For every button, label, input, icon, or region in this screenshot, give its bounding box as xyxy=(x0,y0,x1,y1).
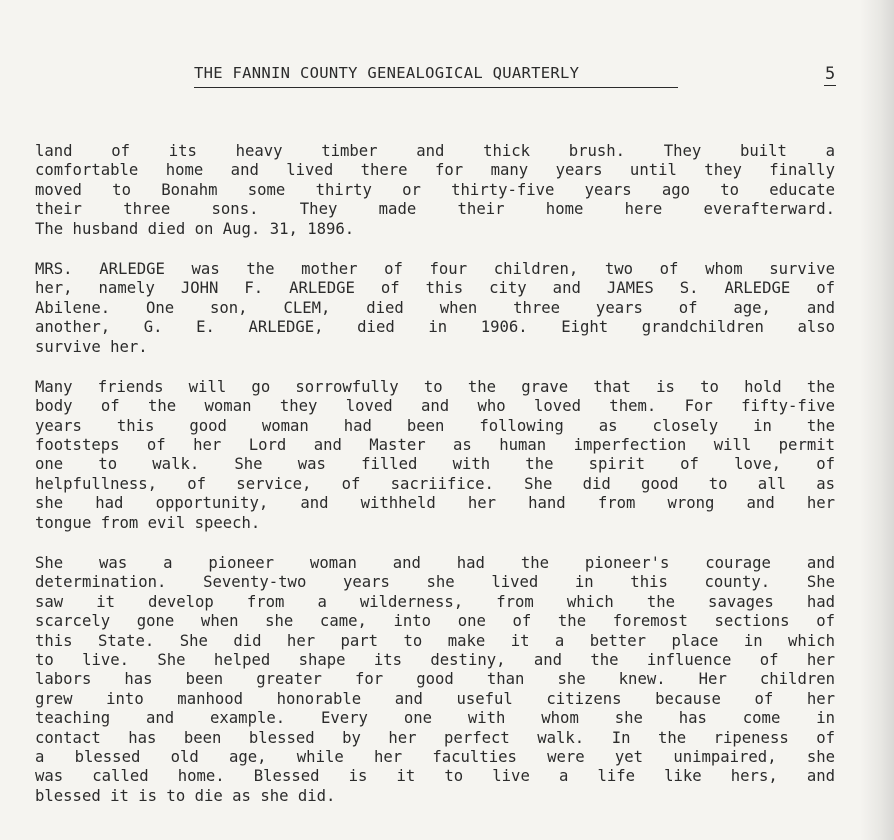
paragraph xyxy=(35,378,835,533)
text-line: blessed it is to die as she did. xyxy=(35,786,336,805)
text-line: MRS. ARLEDGE was the mother of four children, two of whom survive xyxy=(35,259,835,278)
paragraph xyxy=(35,554,835,806)
text-line: contact has been blessed by her perfect walk. In the ripeness of xyxy=(35,728,835,747)
text-line: body of the woman they loved and who loved them. For fifty-five xyxy=(35,397,835,416)
text-line: years this good woman had been following as closely in the xyxy=(35,416,835,435)
text-line: to live. She helped shape its destiny, and the influence of her xyxy=(35,650,835,669)
text-line: teaching and example. Every one with whom she has come in xyxy=(35,709,835,728)
text-line: her, namely JOHN F. ARLEDGE of this city and JAMES S. ARLEDGE of xyxy=(35,279,835,298)
text-line: was called home. Blessed is it to live a life like hers, and xyxy=(35,767,835,786)
text-line: determination. Seventy-two years she lived in this county. She xyxy=(35,573,835,592)
text-line: a blessed old age, while her faculties were yet unimpaired, she xyxy=(35,747,835,766)
text-line: survive her. xyxy=(35,337,148,356)
paragraph xyxy=(35,260,835,357)
text-line: tongue from evil speech. xyxy=(35,513,261,532)
text-line: land of its heavy timber and thick brush. They built a xyxy=(35,142,835,160)
text-line: The husband died on Aug. 31, 1896. xyxy=(35,219,355,238)
text-line: she had opportunity, and withheld her hand from wrong and her xyxy=(35,494,835,513)
text-line: grew into manhood honorable and useful citizens because of her xyxy=(35,689,835,708)
text-line: footsteps of her Lord and Master as human imperfection will permit xyxy=(35,436,835,455)
running-title: THE FANNIN COUNTY GENEALOGICAL QUARTERLY xyxy=(194,64,580,82)
article-body xyxy=(35,142,835,827)
text-line: She was a pioneer woman and had the pioneer's courage and xyxy=(35,554,835,573)
page-number: 5 xyxy=(825,64,836,84)
text-line: this State. She did her part to make it a better place in which xyxy=(35,631,835,650)
text-line: one to walk. She was filled with the spirit of love, of xyxy=(35,455,835,474)
text-line: another, G. E. ARLEDGE, died in 1906. Eight grandchildren also xyxy=(35,318,835,337)
text-line: labors has been greater for good than she knew. Her children xyxy=(35,670,835,689)
text-line: Abilene. One son, CLEM, died when three years of age, and xyxy=(35,298,835,317)
text-line: saw it develop from a wilderness, from which the savages had xyxy=(35,592,835,611)
text-line: their three sons. They made their home here everafterward. xyxy=(35,200,835,219)
text-line: Many friends will go sorrowfully to the grave that is to hold the xyxy=(35,377,835,396)
text-line: moved to Bonahm some thirty or thirty-five years ago to educate xyxy=(35,180,835,199)
text-line: comfortable home and lived there for many years until they finally xyxy=(35,161,835,180)
running-title-underline xyxy=(194,87,678,88)
text-line: scarcely gone when she came, into one of the foremost sections of xyxy=(35,612,835,631)
text-line: helpfullness, of service, of sacriifice. She did good to all as xyxy=(35,474,835,493)
paragraph xyxy=(35,142,835,239)
